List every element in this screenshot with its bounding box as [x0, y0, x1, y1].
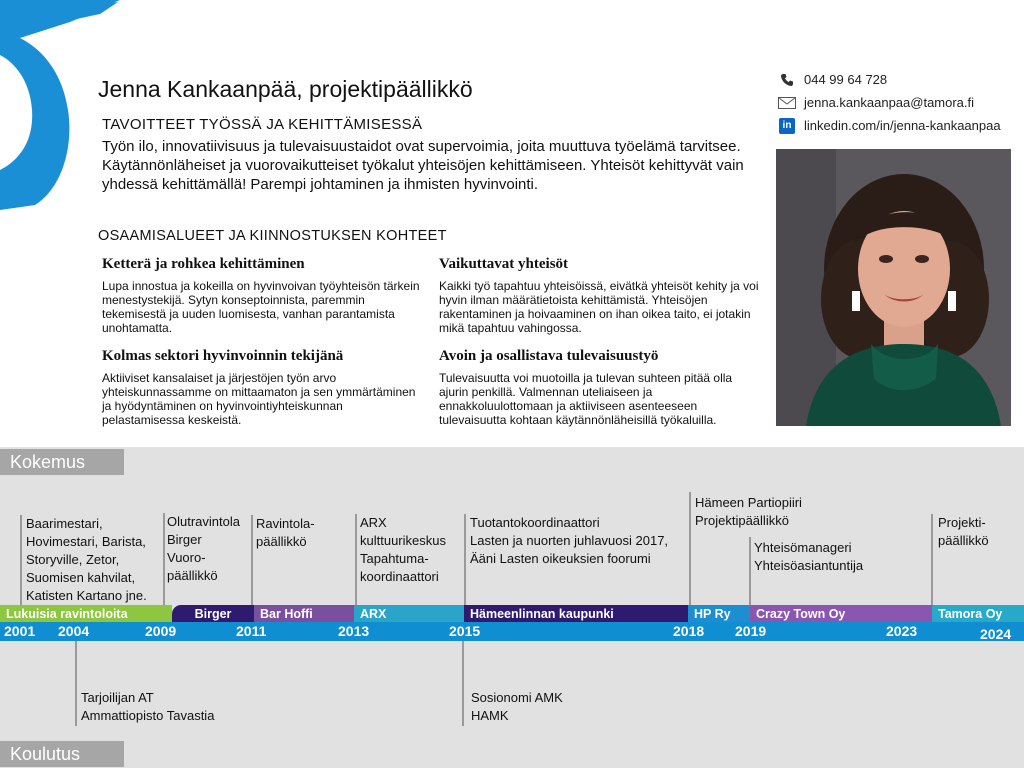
year-label: 2018: [673, 623, 705, 639]
employer-bar-tamora: Tamora Oy: [932, 605, 1024, 623]
experience-entry: Yhteisömanageri Yhteisöasiantuntija: [754, 540, 864, 573]
year-label: 2019: [735, 623, 767, 639]
contact-info: [778, 68, 1001, 137]
phone-icon: [778, 72, 796, 88]
education-label: Koulutus: [0, 741, 124, 767]
experience-entry: Tuotantokoordinaattori Lasten ja nuorten juhlavuosi 2017, Ääni Lasten oikeuksien foorumi: [470, 515, 669, 566]
education-entry: Sosionomi AMK HAMK: [471, 690, 563, 723]
skill-third-sector: [102, 348, 422, 427]
timeline-stem: [163, 513, 165, 605]
skill-text: Aktiiviset kansalaiset ja järjestöjen työn arvo yhteiskunnassamme on mittaamaton ja sen ymmärtäminen ja hyödyntäminen on hyvinvointiyhteiskunnan pelastamisessa keskeistä.: [102, 371, 416, 427]
goals-heading: TAVOITTEET TYÖSSÄ JA KEHITTÄMISESSÄ: [102, 116, 423, 133]
employer-bar-bar-hoffi: Bar Hoffi: [254, 605, 354, 623]
year-label: 2009: [145, 623, 177, 639]
experience-label: Kokemus: [0, 449, 124, 475]
experience-entry: Hämeen Partiopiiri Projektipäällikkö: [695, 495, 802, 528]
year-label: 2024: [980, 626, 1012, 642]
experience-entry: Olutravintola Birger Vuoro- päällikkö: [167, 514, 240, 583]
employer-bar-arx: ARX: [354, 605, 464, 623]
envelope-icon: [778, 95, 796, 111]
profile-photo: [776, 149, 1011, 426]
experience-entry: Ravintola- päällikkö: [256, 516, 315, 549]
person-name-title: Jenna Kankaanpää, projektipäällikkö: [98, 76, 473, 102]
employer-bar-hp-ry: HP Ry: [688, 605, 750, 623]
timeline-stem: [462, 641, 464, 726]
year-label: 2001: [4, 623, 36, 639]
experience-entry: Projekti- päällikkö: [938, 515, 989, 548]
year-label: 2023: [886, 623, 918, 639]
contact-linkedin: [778, 114, 1001, 137]
skill-title: Kolmas sektori hyvinvoinnin tekijänä: [102, 348, 344, 364]
timeline-stem: [355, 514, 357, 605]
skill-title: Vaikuttavat yhteisöt: [439, 256, 569, 272]
experience-entry: ARX kulttuurikeskus Tapahtuma- koordinaattori: [360, 515, 446, 584]
education-entry: Tarjoilijan AT Ammattiopisto Tavastia: [81, 690, 215, 723]
email-link[interactable]: jenna.kankaanpaa@tamora.fi: [804, 95, 975, 110]
timeline-stem: [749, 537, 751, 605]
timeline-stem: [931, 514, 933, 605]
timeline-stem: [75, 641, 77, 726]
skill-title: Ketterä ja rohkea kehittäminen: [102, 256, 305, 272]
skills-heading: OSAAMISALUEET JA KIINNOSTUKSEN KOHTEET: [98, 228, 447, 244]
year-label: 2013: [338, 623, 370, 639]
skill-agile-development: [102, 256, 422, 335]
contact-phone: [778, 68, 1001, 91]
employer-bar-hameenlinna: Hämeenlinnan kaupunki: [464, 605, 688, 623]
employer-bar-restaurants: Lukuisia ravintoloita: [0, 605, 172, 623]
skill-effective-communities: [439, 256, 759, 335]
skill-text: Lupa innostua ja kokeilla on hyvinvoivan työyhteisön tärkein menestystekijä. Sytyn konseptoinnista, paremmin tekemisestä ja uuden luomisesta, vanhan parantamista unohtamatta.: [102, 279, 420, 335]
goals-text: Työn ilo, innovatiivisuus ja tulevaisuustaidot ovat supervoimia, joita muuttuva työelämä tarvitsee. Käytännönläheiset ja vuorovaikutteiset työkalut yhteisöjen kehittämiseen. Yhteisöt kehittyvät vain yhdessä kehittämällä! Parempi johtaminen ja ihmisten hyvinvointi.: [102, 138, 744, 193]
linkedin-icon-glyph: in: [779, 118, 795, 134]
linkedin-link[interactable]: linkedin.com/in/jenna-kankaanpaa: [804, 118, 1001, 133]
year-label: 2011: [236, 623, 267, 639]
employer-bar-birger: Birger: [172, 605, 254, 623]
employer-bar-crazy-town: Crazy Town Oy: [750, 605, 932, 623]
linkedin-icon: [778, 118, 796, 134]
skill-text: Kaikki työ tapahtuu yhteisöissä, eivätkä yhteisöt kehity ja voi hyvin ilman määrätietoista kehittämistä. Yhteisöjen rakentaminen ja hoivaaminen on ihan oikea taito, ei jotakin mikä tapahtuu vahingossa.: [439, 279, 759, 335]
timeline-stem: [251, 515, 253, 605]
timeline-stem: [464, 514, 466, 605]
skill-futures-work: [439, 348, 759, 427]
contact-email: [778, 91, 1001, 114]
phone-number[interactable]: 044 99 64 728: [804, 72, 888, 87]
experience-entry: Baarimestari, Hovimestari, Barista, Storyville, Zetor, Suomisen kahvilat, Katisten Kartano jne.: [26, 516, 147, 603]
timeline-stem: [20, 515, 22, 605]
year-label: 2004: [58, 623, 90, 639]
timeline-stem: [689, 492, 691, 605]
year-label: 2015: [449, 623, 481, 639]
skill-text: Tulevaisuutta voi muotoilla ja tulevan suhteen pitää olla ajurin penkillä. Valmennan uteliaiseen ja ennakkoluulottomaan ja aktiiviseen asenteeseen tulevaisuutta kohtaan käytännönläheisillä työkaluilla.: [439, 371, 733, 427]
skill-title: Avoin ja osallistava tulevaisuustyö: [439, 348, 659, 364]
